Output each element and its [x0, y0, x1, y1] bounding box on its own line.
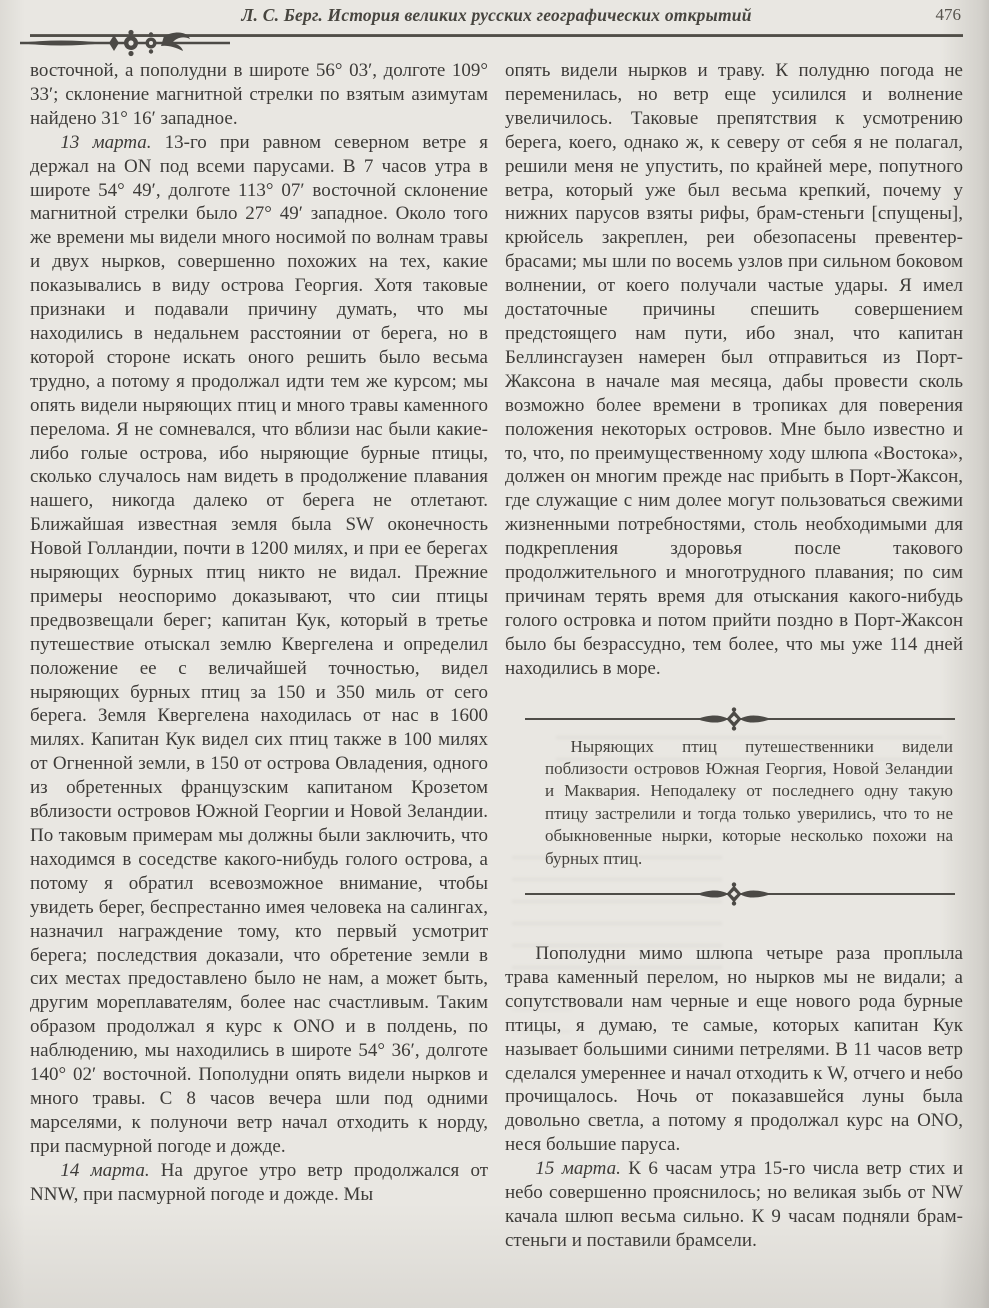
right-column-bottom [505, 942, 963, 1253]
section-divider [505, 707, 963, 731]
paragraph: 13 марта. 13-го при равном северном ветре я держал на ON под всеми парусами. В 7 часов утра в широте 54° 49′, долготе 113° 07′ восточной склонение магнитной стрелки было 27° 49′ западное. Около того же времени мы видели много носимой по волнам травы и двух нырков, совершенно похожих на тех, какие показывались в виду острова Георгия. Хотя таковые признаки и подавали причину думать, что мы находились в недальнем расстоянии от берега, но в которой стороне искать оного решить было весьма трудно, а потому я продолжал идти тем же курсом; мы опять видели ныряющих птиц и много травы каменного перелома. Я не сомневался, что вблизи нас были какие-либо голые острова, ибо ныряющие бурные птицы, сколько случалось нам видеть в продолжение плавания нашего, никогда далеко от берега не отлетают. Ближайшая известная земля была SW оконечность Новой Голландии, почти в 1200 милях, и при ее берегах ныряющих бурных птиц никто не видал. Прежние примеры неоспоримо доказывают, что сии птицы предвозвещали берег; капитан Кук, который в третье путешествие отыскал землю Квергелена и определил положение ее с величайшей точностью, видел ныряющих бурных птиц за 150 и 350 миль от сего берега. Земля Квергелена находилась от нас в 1600 милях. Капитан Кук видел сих птиц также в 100 милях от Огненной земли, в 150 от острова Овладения, одного из обретенных французским капитаном Крозетом вблизости островов Южной Георгии и Новой Зеландии. По таковым примерам мы должны были заключить, что находимся в соседстве какого-нибудь голого острова, а потому я обратил всевозможное внимание, чтобы увидеть берег, беспрестанно имея человека на салингах, назначил награждение тому, кто первый усмотрит берега; последствия доказали, что обретение земли в сих местах предоставлено было не нам, а может быть, другим мореплавателям, более нас счастливым. Таким образом продолжал я курс к ONO и в полдень, по наблюдению, мы находились в широте 54° 36′, долготе 140° 02′ восточной. Пополудни опять видели нырков и много травы. С 8 часов вечера шли под одними марселями, к полуночи ветр начал отходить к норду, при пасмурной погоде и дожде. [30, 131, 488, 1157]
left-column [30, 59, 488, 1253]
header-ornament-icon [18, 26, 233, 60]
two-column-text [30, 59, 963, 1253]
running-title: Л. С. Берг. История великих русских географических открытий [241, 5, 752, 25]
page-number: 476 [935, 5, 961, 24]
page-header [30, 5, 963, 37]
paragraph: 14 марта. На другое утро ветр продолжался от NNW, при пасмурной погоде и дожде. Мы [30, 1159, 489, 1205]
right-column-top [505, 59, 963, 681]
editor-note: Ныряющих птиц путешественники видели поблизости островов Южная Георгия, Новой Зеландии и Маквария. Неподалеку от последнего одну такую птицу застрелили и тогда только уверились, что то не обыкновенные нырки, которые несколько похожи на бурных птиц. [545, 736, 953, 868]
date-lead: 13 марта. [60, 131, 152, 153]
date-lead: 14 марта. [60, 1159, 150, 1181]
paragraph: Пополудни мимо шлюпа четыре раза проплыла трава каменный перелом, но нырков мы не видали; а сопутствовали нам черные и еще нового рода бурные птицы, я думаю, те самые, которых капитан Кук называет большими синими петрелями. В 11 часов ветр сделался умереннее и начал отходить к W, отчего и небо прочищалось. Ночь от показавшейся луны была довольно светла, а потому я продолжал курс на ONO, неся большие паруса. [505, 943, 963, 1156]
paragraph: восточной, а пополудни в широте 56° 03′, долготе 109° 33′; склонение магнитной стрелки по взятым азимутам найдено 31° 16′ западное. [30, 60, 488, 129]
paragraph: 15 марта. К 6 часам утра 15-го числа ветр стих и небо совершенно прояснилось; но великая зыбь от NW качала шлюп весьма сильно. К 9 часам подняли брам-стеньги и поставили брамсели. [505, 1158, 964, 1251]
section-divider [505, 882, 963, 906]
right-column [505, 59, 963, 1253]
divider-fleuron-icon [689, 882, 779, 906]
paragraph: опять видели нырков и траву. К полудню погода не переменилась, но ветр еще усилился и волнение увеличилось. Таковые препятствия к усмотрению берега, коего, однако ж, к северу от себя я не полагал, решили меня не упустить, по крайней мере, попутного ветра, который уже был весьма крепкий, почему у нижних парусов взяты рифы, брам-стеньги [спущены], крюйсель закреплен, реи обезопасены превентер-брасами; мы шли по восемь узлов при сильном боковом волнении, от коего получали частые удары. Я имел достаточные причины спешить совершением предстоящего нам пути, ибо знал, что капитан Беллинсгаузен намерен был отправиться из Порт-Жаксона в начале мая месяца, дабы провести сколь возможно более времени в тропиках для поверения положения некоторых островов. Мне было известно и то, что, по преимущественному ходу шлюпа «Востока», должен он многим прежде нас прибыть в Порт-Жаксон, где служащие с ним долее могут пользоваться свежими жизненными потребностями, столь необходимыми для подкрепления здоровья после такового продолжительного и многотрудного плавания; по сим причинам терять время для отыскания какого-нибудь голого островка и потом прийти поздно в Порт-Жаксон было бы безрассудно, тем более, что мы уже 114 дней находились в море. [505, 60, 963, 679]
date-lead: 15 марта. [535, 1158, 621, 1180]
divider-fleuron-icon [689, 707, 779, 731]
